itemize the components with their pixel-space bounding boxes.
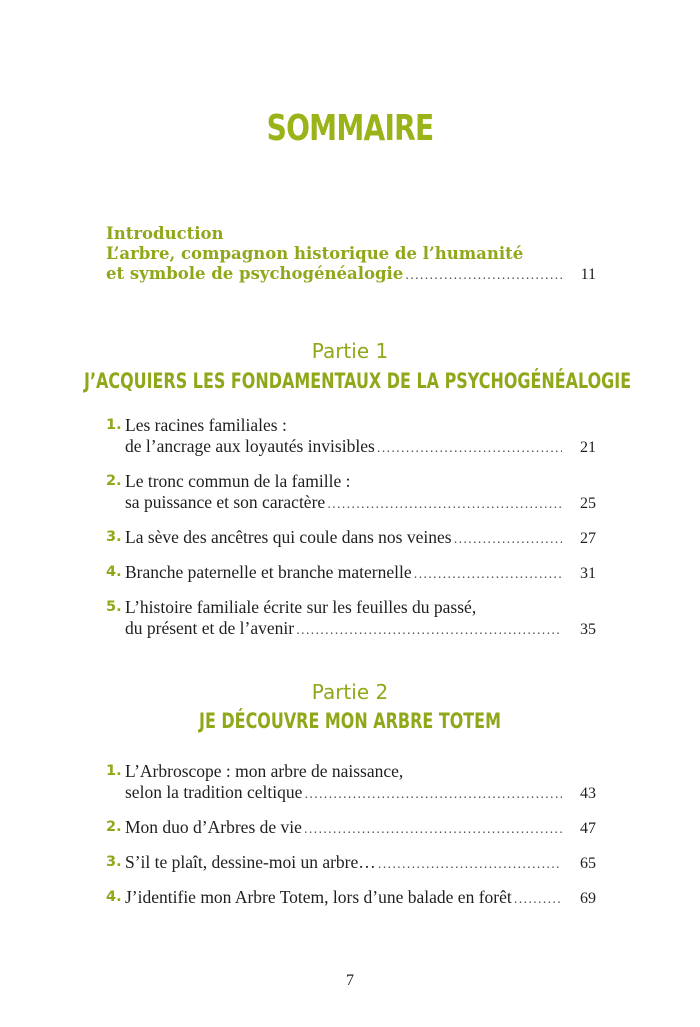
part-1-label: Partie 1 [311, 339, 389, 363]
toc-entry [106, 527, 596, 548]
toc-entry [106, 597, 596, 639]
page-number: 35 [580, 621, 596, 638]
leader-dots [304, 787, 562, 801]
entry-title-line-2: sa puissance et son caractère [125, 492, 326, 512]
entry-number: 4. [106, 889, 122, 905]
part-2-label: Partie 2 [311, 680, 389, 704]
entry-title-line-1: L’histoire familiale écrite sur les feuilles du passé, [125, 597, 477, 617]
intro-subtitle-line-2: et symbole de psychogénéalogie [106, 264, 404, 283]
entry-title-line-2: selon la tradition celtique [125, 782, 303, 802]
entry-title-line-2: du présent et de l’avenir [125, 618, 295, 638]
toc-entry [106, 761, 596, 803]
entry-title-line-2: de l’ancrage aux loyautés invisibles [125, 436, 375, 456]
entry-number: 1. [106, 763, 122, 779]
entry-title-line-1: Les racines familiales : [125, 415, 287, 435]
leader-dots [296, 623, 562, 637]
toc-entry [106, 887, 596, 908]
page-number: 21 [580, 439, 596, 456]
intro-heading: Introduction [106, 224, 224, 243]
leader-dots [405, 268, 562, 282]
entry-number: 1. [106, 417, 122, 433]
entry-title-line-1: Le tronc commun de la famille : [125, 471, 351, 491]
entry-title: S’il te plaît, dessine-moi un arbre… [125, 852, 376, 872]
page-number: 47 [580, 820, 596, 837]
leader-dots [514, 892, 562, 906]
entry-title-line-1: L’Arbroscope : mon arbre de naissance, [125, 761, 404, 781]
page-number: 27 [580, 530, 596, 547]
leader-dots [378, 857, 562, 871]
entry-number: 2. [106, 819, 122, 835]
entry-title: Mon duo d’Arbres de vie [125, 817, 302, 837]
leader-dots [377, 441, 562, 455]
leader-dots [414, 567, 562, 581]
intro-subtitle-line-1: L’arbre, compagnon historique de l’humanité [106, 244, 524, 263]
leader-dots [454, 532, 562, 546]
introduction-entry [106, 224, 596, 284]
page-folio: 7 [346, 972, 354, 989]
page-title: SOMMAIRE [266, 108, 434, 149]
entry-title: Branche paternelle et branche maternelle [125, 562, 412, 582]
page-number: 43 [580, 785, 596, 802]
toc-entry [106, 817, 596, 838]
part-2-title: JE DÉCOUVRE MON ARBRE TOTEM [199, 709, 501, 733]
entry-number: 5. [106, 599, 122, 615]
entry-number: 4. [106, 564, 122, 580]
leader-dots [304, 822, 562, 836]
page-number: 11 [580, 266, 596, 283]
leader-dots [327, 497, 562, 511]
entry-title: J’identifie mon Arbre Totem, lors d’une balade en forêt [125, 887, 512, 907]
page-number: 25 [580, 495, 596, 512]
part-2-entries [106, 761, 596, 922]
toc-entry [106, 562, 596, 583]
page-number: 69 [580, 890, 596, 907]
toc-entry [106, 852, 596, 873]
toc-entry [106, 471, 596, 513]
part-1-entries [106, 415, 596, 653]
part-1-title: J’ACQUIERS LES FONDAMENTAUX DE LA PSYCHOGÉNÉALOGIE [84, 369, 632, 393]
intro-last-line [106, 264, 596, 284]
entry-title: La sève des ancêtres qui coule dans nos veines [125, 527, 452, 547]
entry-number: 2. [106, 473, 122, 489]
page-number: 31 [580, 565, 596, 582]
entry-number: 3. [106, 529, 122, 545]
entry-number: 3. [106, 854, 122, 870]
page-number: 65 [580, 855, 596, 872]
toc-entry [106, 415, 596, 457]
